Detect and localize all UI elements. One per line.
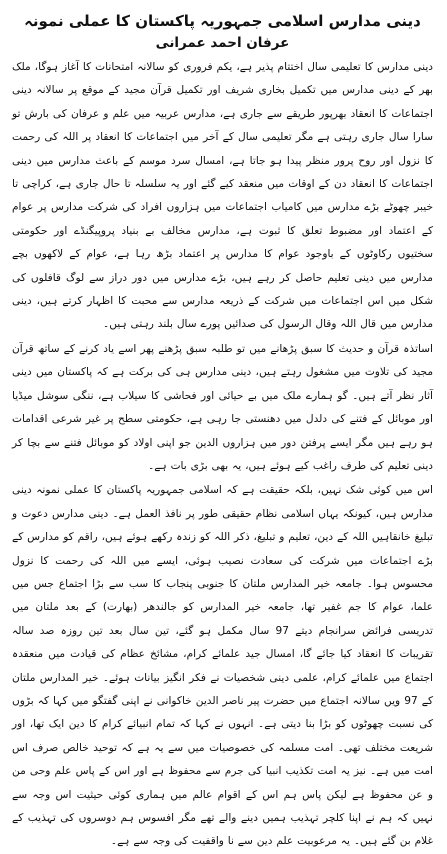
- article-paragraph: اساتذہ قرآن و حدیث کا سبق پڑھانے میں تو طلبہ سبق پڑھنے پھر اسے یاد کرنے کے ساتھ قرآن مجید کی تلاوت میں مشغول رہتے ہیں، دینی مدارس ہی کی برکت ہے کہ پاکستان میں دینی آثار نظر آتے ہیں۔ گو ہمارے ملک میں بے حیائی اور فحاشی کا سیلاب ہے، ننگی سوشل میڈیا اور موبائل کے فتنے کی دلدل میں دھنستی جا رہی ہے، حکومتی سطح پر غیر شرعی اقدامات ہو رہے ہیں مگر ایسے پرفتن دور میں ہزاروں الدین جو اپنی اولاد کو موبائل فتنے سے بچا کر دینی تعلیم کی طرف راغب کیے ہوئے ہیں، یہ بھی بڑی بات ہے۔: [12, 342, 433, 472]
- article-byline: عرفان احمد عمرانی: [155, 35, 290, 51]
- article-headline: دینی مدارس اسلامی جمہوریہ پاکستان کا عملی نمونہ: [24, 12, 421, 30]
- article-paragraph: دینی مدارس کا تعلیمی سال اختتام پذیر ہے، یکم فروری کو سالانہ امتحانات کا آغاز ہوگا، ملک بھر کے دینی مدارس میں تکمیل بخاری شریف اور تکمیل قرآن مجید کے موقع پر سالانہ دینی اجتماعات کا انعقاد بھرپور طریقے سے جاری ہے، مدارس عربیہ میں علم و عرفان کی بارش تو سارا سال جاری رہتی ہے مگر تعلیمی سال کے آخر میں اجتماعات کا انعقاد پر اللہ کی رحمت کا نزول اور روح پرور منظر پیدا ہو جاتا ہے، امسال سرد موسم کے باعث مدارس میں دینی اجتماعات کا انعقاد دن کے اوقات میں منعقد کیے گئے اور یہ سلسلہ تا حال جاری ہے، کراچی تا خیبر چھوٹے بڑے مدارس میں کامیاب اجتماعات میں ہزاروں افراد کی شرکت مدارس پر عوام کے اعتماد اور مضبوط تعلق کا ثبوت ہے، مدارس مخالف بے بنیاد پروپیگنڈے اور حکومتی سختیوں رکاوٹوں کے باوجود عوام کا مدارس پر اعتماد بڑھ رہا ہے، عوام کے لاکھوں بچے مدارس میں دینی تعلیم حاصل کر رہے ہیں، بڑے مدارس میں دور دراز سے لوگ قافلوں کی شکل میں اس اجتماعات میں شرکت کے ذریعہ مدارس سے محبت کا اظہار کرتے ہیں، دینی مدارس میں قال اللہ وقال الرسول کی صدائیں پورے سال بلند رہتی ہیں۔: [12, 61, 433, 331]
- article-body: [12, 56, 433, 854]
- article-paragraph: اس میں کوئی شک نہیں، بلکہ حقیقت ہے کہ اسلامی جمہوریہ پاکستان کا عملی نمونہ دینی مدارس ہیں، کیونکہ یہاں اسلامی نظام حقیقی طور پر نافذ العمل ہے۔ دینی مدارس دعوت و تبلیغ خانقاہیں اللہ کے دین، تعلیم و تبلیغ، ذکر اللہ کو زندہ رکھے ہوئے ہیں، راقم کو مدارس کے بڑے اجتماعات میں شرکت کی سعادت نصیب ہوئی، ایسے میں اللہ کی رحمت کا نزول محسوس ہوا۔ جامعہ خیر المدارس ملتان کا جنوبی پنجاب کا سب سے بڑا اجتماع جس میں علما، عوام کا جم غفیر تھا، جامعہ خیر المدارس کو جالندھر (بھارت) کے بعد ملتان میں تدریسی فرائض سرانجام دیتے 97 سال مکمل ہو گئے، تین سال بعد تین روزہ صد سالہ تقریبات کا انعقاد کیا جائے گا، امسال جید علمائے کرام، مشائخ عظام کی قیادت میں منعقدہ اجتماع میں علمائے کرام، علمی دینی شخصیات نے فکر انگیز بیانات ہوئے۔ خیر المدارس ملتان کے 97 ویں سالانہ اجتماع میں حضرت پیر ناصر الدین خاکوانی نے اپنی گفتگو میں کہا کہ بڑوں کی نسبت چھوٹوں کو بڑا بنا دیتی ہے۔ انہوں نے کہا کہ تمام انبیائے کرام کا دین ایک تھا، اور شریعت مختلف تھی۔ امت مسلمہ کی خصوصیات میں سے یہ ہے کہ توحید خالص صرف اس امت میں ہے۔ نیز یہ امت تکذیب انبیا کی جرم سے محفوظ ہے اور اس کے پاس علم وحی من و عن محفوظ ہے لیکن پاس ہم اس کے اقوام عالم میں ہماری کوئی حیثیت اس وجہ سے نہیں کہ ہم نے اپنا کلچر تہذیب ہمیں دینے والے تھے مگر افسوس ہم دوسروں کی تہذیب کے غلام بن گئے ہیں۔ یہ مرعوبیت علم دین سے نا واقفیت کی وجہ سے ہے۔: [12, 484, 434, 848]
